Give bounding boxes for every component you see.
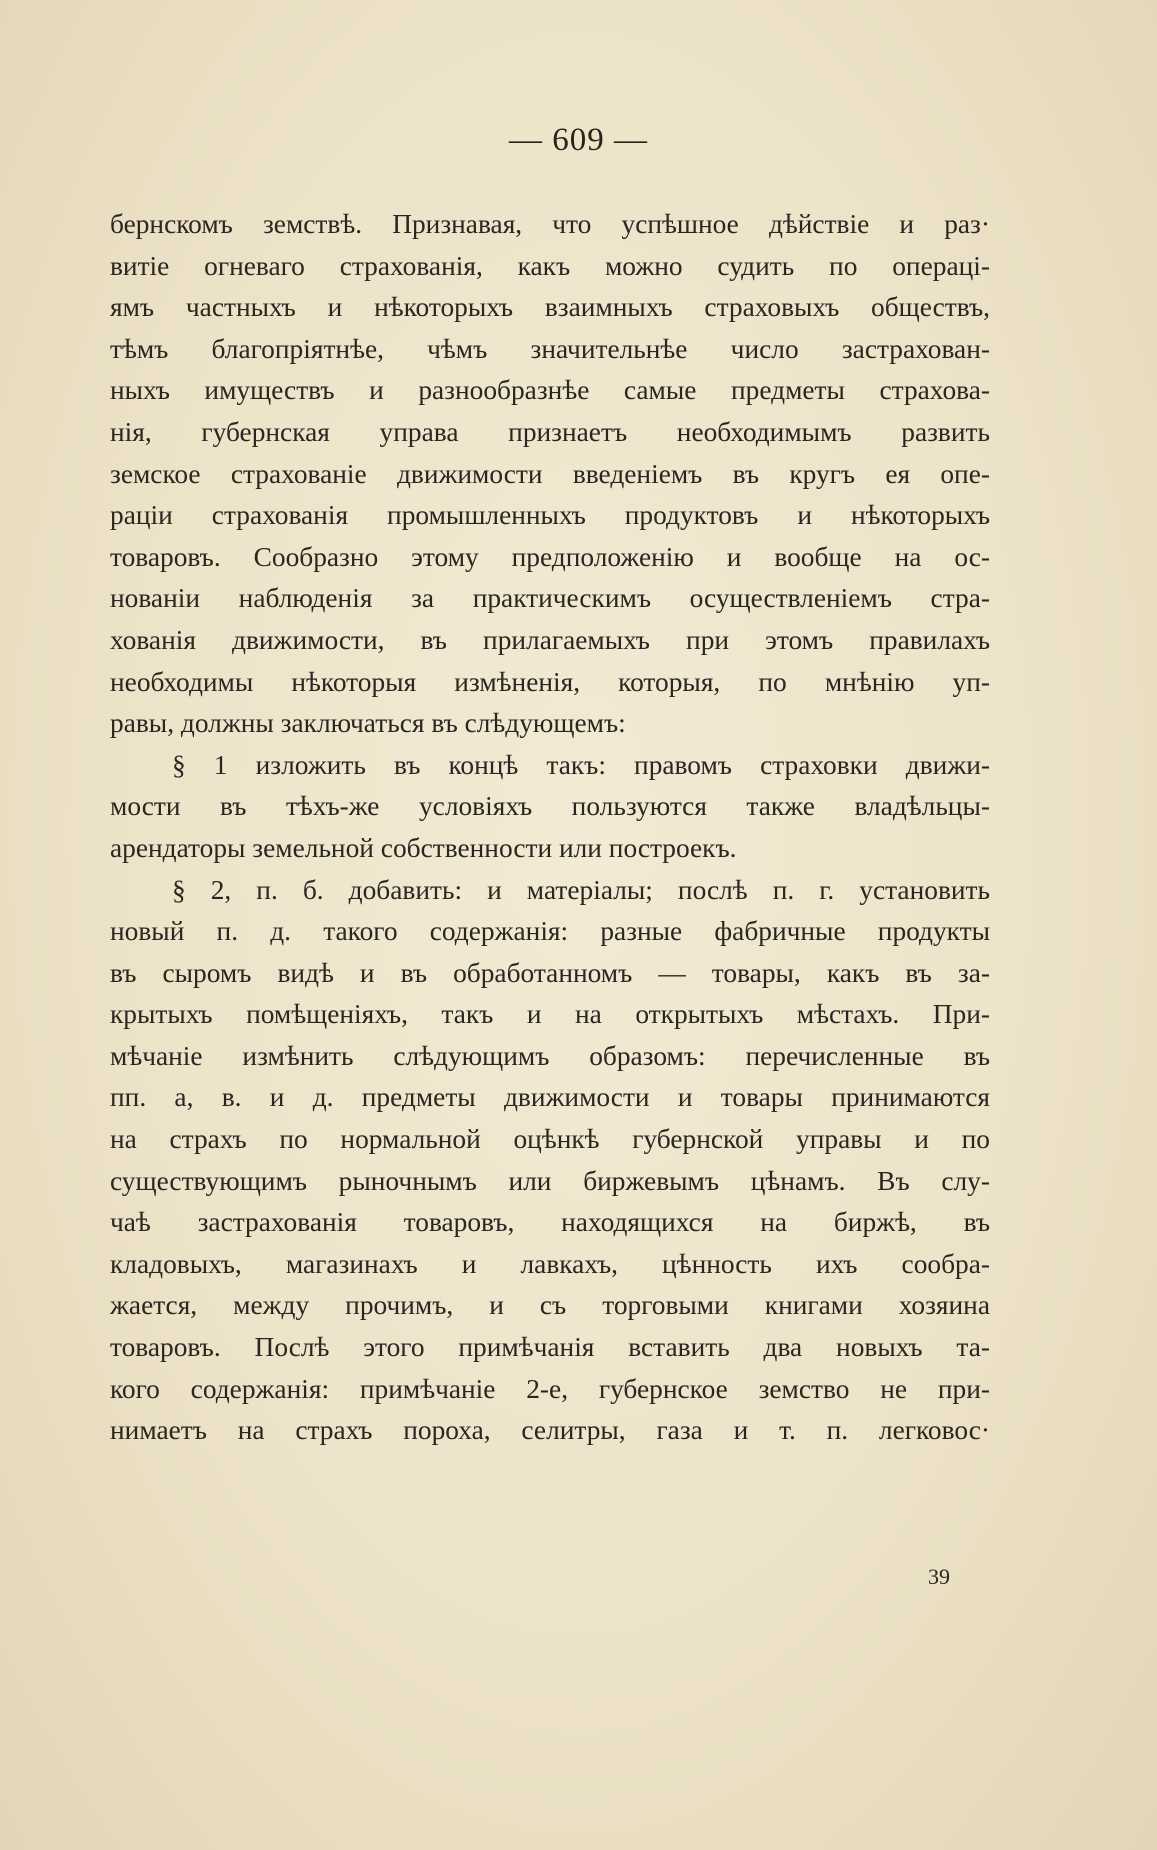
text-line: крытыхъ помѣщеніяхъ, такъ и на открытыхъ мѣстахъ. При- xyxy=(110,999,990,1030)
text-line: на страхъ по нормальной оцѣнкѣ губернской управы и по xyxy=(110,1124,990,1155)
text-line: равы, должны заключаться въ слѣдующемъ: xyxy=(110,708,626,739)
text-line: товаровъ. Сообразно этому предположенію и вообще на ос- xyxy=(110,541,990,572)
text-line: необходимы нѣкоторыя измѣненія, которыя, по мнѣнію уп- xyxy=(110,666,990,697)
text-line: § 1 изложить въ концѣ такъ: правомъ страховки движи- xyxy=(172,749,990,780)
text-line: раціи страхованія промышленныхъ продуктовъ и нѣкоторыхъ xyxy=(110,500,990,531)
text-line: кого содержанія: примѣчаніе 2-е, губернское земство не при- xyxy=(110,1373,990,1404)
signature-mark: 39 xyxy=(928,1564,950,1589)
text-line: арендаторы земельной собственности или построекъ. xyxy=(110,832,737,863)
text-line: мѣчаніе измѣнить слѣдующимъ образомъ: перечисленные въ xyxy=(110,1040,990,1071)
text-line: хованія движимости, въ прилагаемыхъ при этомъ правилахъ xyxy=(110,624,990,655)
text-line: земское страхованіе движимости введеніемъ въ кругъ ея опе- xyxy=(110,458,990,489)
text-line: чаѣ застрахованія товаровъ, находящихся на биржѣ, въ xyxy=(110,1207,990,1238)
text-line: ныхъ имуществъ и разнообразнѣе самые предметы страхова- xyxy=(110,375,990,406)
text-line: витіе огневаго страхованія, какъ можно судить по операці- xyxy=(110,250,990,281)
text-line: кладовыхъ, магазинахъ и лавкахъ, цѣнность ихъ сообра- xyxy=(110,1248,990,1279)
text-line: § 2, п. б. добавить: и матеріалы; послѣ п. г. установить xyxy=(172,874,990,905)
text-line: мости въ тѣхъ-же условіяхъ пользуются также владѣльцы- xyxy=(110,791,990,822)
text-line: нимаетъ на страхъ пороха, селитры, газа и т. п. легковос· xyxy=(110,1415,990,1446)
text-line: нованіи наблюденія за практическимъ осуществленіемъ стра- xyxy=(110,583,990,614)
text-line: существующимъ рыночнымъ или биржевымъ цѣнамъ. Въ слу- xyxy=(110,1165,990,1196)
text-line: пп. а, в. и д. предметы движимости и товары принимаются xyxy=(110,1082,990,1113)
text-line: въ сыромъ видѣ и въ обработанномъ — товары, какъ въ за- xyxy=(110,957,990,988)
text-line: бернскомъ земствѣ. Признавая, что успѣшное дѣйствіе и раз· xyxy=(110,209,990,239)
text-line: ямъ частныхъ и нѣкоторыхъ взаимныхъ страховыхъ обществъ, xyxy=(110,292,990,323)
page-number: — 609 — xyxy=(509,122,648,158)
text-line: жается, между прочимъ, и съ торговыми книгами хозяина xyxy=(110,1290,990,1321)
text-line: товаровъ. Послѣ этого примѣчанія вставить два новыхъ та- xyxy=(110,1332,990,1363)
text-line: нія, губернская управа признаетъ необходимымъ развить xyxy=(110,416,990,447)
body-text xyxy=(110,204,990,1452)
text-line: тѣмъ благопріятнѣе, чѣмъ значительнѣе число застрахован- xyxy=(110,333,990,364)
text-line: новый п. д. такого содержанія: разные фабричные продукты xyxy=(110,916,990,947)
